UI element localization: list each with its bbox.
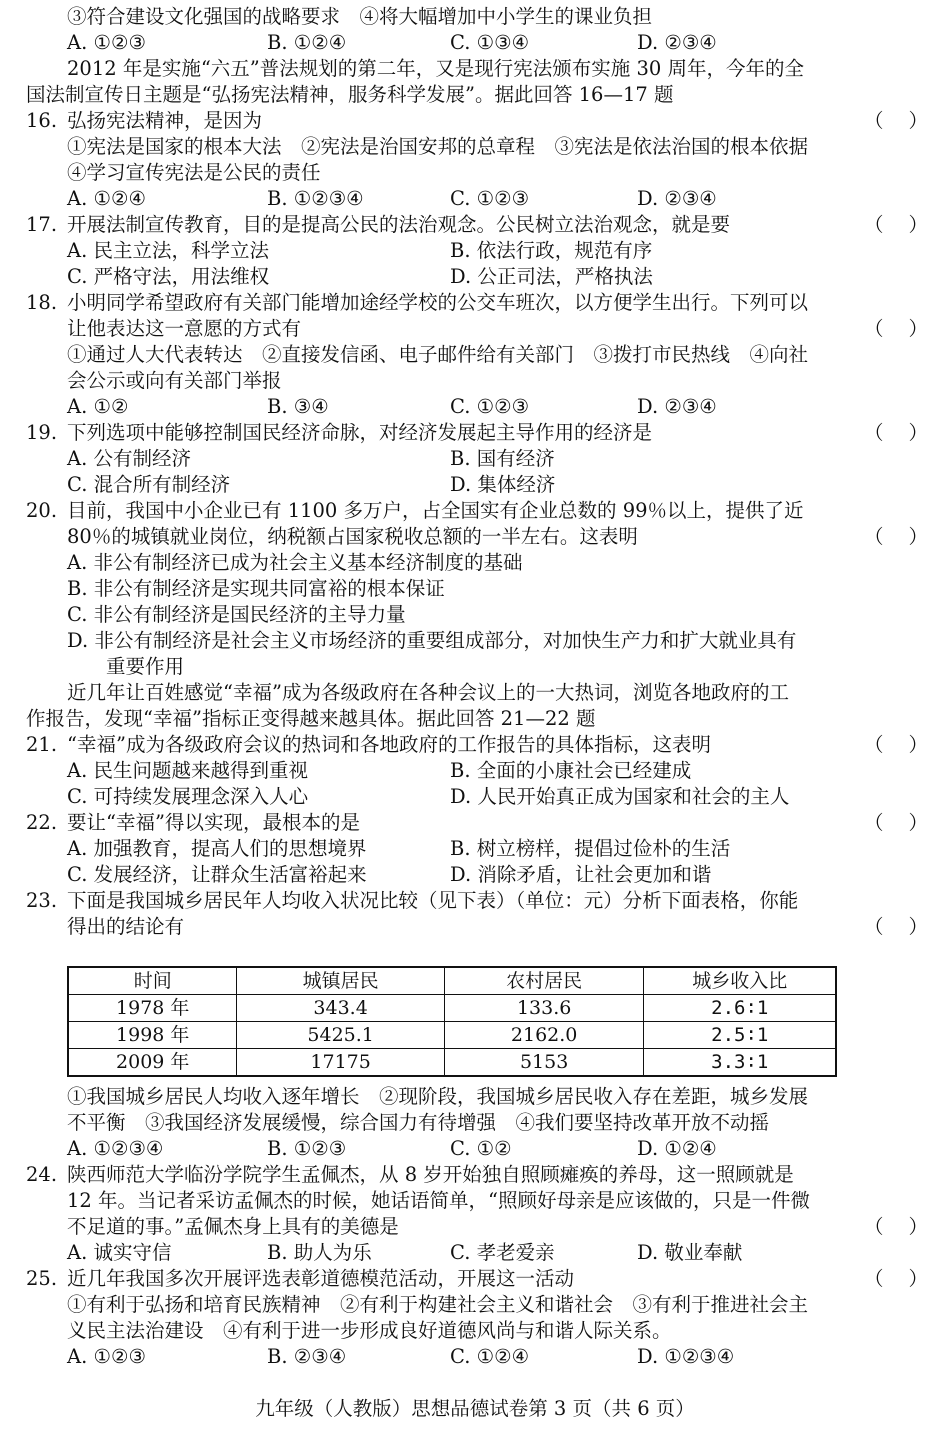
question-23 xyxy=(0,888,950,914)
question-stem: 小明同学希望政府有关部门能增加途经学校的公交车班次，以方便学生出行。下列可以 xyxy=(67,291,809,314)
options-row xyxy=(0,862,950,888)
table-cell: 343.4 xyxy=(237,995,444,1022)
option-d[interactable]: D. 集体经济 xyxy=(450,473,556,496)
option-a[interactable]: A. 公有制经济 xyxy=(67,447,191,470)
table-cell: 1998 年 xyxy=(68,1022,237,1049)
option-d[interactable]: D. 消除矛盾，让社会更加和谐 xyxy=(450,863,712,886)
question-number: 16. xyxy=(26,109,58,132)
option-a[interactable]: A. 民主立法，科学立法 xyxy=(67,239,269,262)
option-c[interactable]: C. ①②④ xyxy=(450,1345,530,1368)
table-cell: 2162.0 xyxy=(444,1022,644,1049)
question-22: 22. 要让“幸福”得以实现，最根本的是 （ ） xyxy=(26,811,928,834)
question-25: 25. 近几年我国多次开展评选表彰道德模范活动，开展这一活动 （ ） xyxy=(26,1267,928,1290)
question-stem: “幸福”成为各级政府会议的热词和各地政府的工作报告的具体指标，这表明 xyxy=(67,733,711,756)
option-c[interactable]: C. 非公有制经济是国民经济的主导力量 xyxy=(67,603,406,626)
question-stem-line: 得出的结论有 （ ） xyxy=(67,915,928,938)
option-c[interactable]: C. ①② xyxy=(450,1137,512,1160)
option-c[interactable]: C. 严格守法，用法维权 xyxy=(67,265,270,288)
question-stem: 开展法制宣传教育，目的是提高公民的法治观念。公民树立法治观念，就是要 xyxy=(67,213,731,236)
question-number: 20. xyxy=(26,499,58,522)
options-row xyxy=(0,1136,950,1162)
statement-line: ④学习宣传宪法是公民的责任 xyxy=(67,161,321,184)
table-header-row xyxy=(68,967,836,995)
option-b[interactable]: B. ①②③④ xyxy=(267,187,364,210)
option-b[interactable]: B. ③④ xyxy=(267,395,329,418)
options-row xyxy=(0,30,950,56)
options-row xyxy=(0,394,950,420)
statement-line: ③符合建设文化强国的战略要求 ④将大幅增加中小学生的课业负担 xyxy=(67,5,653,28)
options-row xyxy=(0,264,950,290)
statement-line: ①有利于弘扬和培育民族精神 ②有利于构建社会主义和谐社会 ③有利于推进社会主 xyxy=(67,1293,809,1316)
question-16: 16. 弘扬宪法精神，是因为 （ ） xyxy=(26,109,928,132)
page-footer: 九年级（人教版）思想品德试卷第 3 页（共 6 页） xyxy=(255,1397,695,1420)
question-stem: 陕西师范大学临汾学院学生孟佩杰，从 8 岁开始独自照顾瘫痪的养母，这一照顾就是 xyxy=(67,1163,794,1186)
question-stem: 得出的结论有 xyxy=(67,915,185,938)
question-20 xyxy=(0,498,950,524)
table-cell: 133.6 xyxy=(444,995,644,1022)
question-number: 17. xyxy=(26,213,58,236)
option-a[interactable]: A. ①②④ xyxy=(67,187,146,210)
options-row xyxy=(0,446,950,472)
options-row xyxy=(0,758,950,784)
question-stem: 80％的城镇就业岗位，纳税额占国家税收总额的一半左右。这表明 xyxy=(67,525,638,548)
question-stem: 不足道的事。”孟佩杰身上具有的美德是 xyxy=(67,1215,399,1238)
option-d[interactable]: D. 公正司法，严格执法 xyxy=(450,265,653,288)
option-d[interactable]: D. ②③④ xyxy=(637,187,717,210)
question-number: 23. xyxy=(26,889,58,912)
option-a[interactable]: A. 诚实守信 xyxy=(67,1241,172,1264)
question-19: 19. 下列选项中能够控制国民经济命脉，对经济发展起主导作用的经济是 （ ） xyxy=(26,421,928,444)
question-stem: 12 年。当记者采访孟佩杰的时候，她话语简单，“照顾好母亲是应该做的，只是一件微 xyxy=(67,1189,810,1212)
options-row xyxy=(0,836,950,862)
option-b[interactable]: B. ①②④ xyxy=(267,31,347,54)
question-17: 17. 开展法制宣传教育，目的是提高公民的法治观念。公民树立法治观念，就是要 （ ） xyxy=(26,213,928,236)
option-b[interactable]: B. ①②③ xyxy=(267,1137,347,1160)
option-d[interactable]: D. ①②④ xyxy=(637,1137,717,1160)
option-d[interactable]: D. ②③④ xyxy=(637,395,717,418)
option-a[interactable]: A. 加强教育，提高人们的思想境界 xyxy=(67,837,367,860)
option-d[interactable]: D. 人民开始真正成为国家和社会的主人 xyxy=(450,785,790,808)
table-cell: 5425.1 xyxy=(237,1022,444,1049)
option-a[interactable]: A. 民生问题越来越得到重视 xyxy=(67,759,308,782)
option-d[interactable]: D. 非公有制经济是社会主义市场经济的重要组成部分，对加快生产力和扩大就业具有 xyxy=(67,629,797,652)
statement-line: ①通过人大代表转达 ②直接发信函、电子邮件给有关部门 ③拨打市民热线 ④向社 xyxy=(67,343,809,366)
statement-line: ①宪法是国家的根本大法 ②宪法是治国安邦的总章程 ③宪法是依法治国的根本依据 xyxy=(67,135,809,158)
question-number: 19. xyxy=(26,421,58,444)
option-c[interactable]: C. 孝老爱亲 xyxy=(450,1241,555,1264)
options-row xyxy=(0,1240,950,1266)
options-row xyxy=(0,472,950,498)
question-stem-line: 让他表达这一意愿的方式有 （ ） xyxy=(67,317,928,340)
table-header: 城乡收入比 xyxy=(644,967,836,995)
question-stem-line: 80％的城镇就业岗位，纳税额占国家税收总额的一半左右。这表明 （ ） xyxy=(67,525,928,548)
question-number: 18. xyxy=(26,291,58,314)
question-stem: 下列选项中能够控制国民经济命脉，对经济发展起主导作用的经济是 xyxy=(67,421,653,444)
statement-line: 会公示或向有关部门举报 xyxy=(67,369,282,392)
option-d-continued: 重要作用 xyxy=(106,655,185,678)
option-b[interactable]: B. 国有经济 xyxy=(450,447,555,470)
table-cell: 2.5∶1 xyxy=(644,1022,836,1049)
question-number: 24. xyxy=(26,1163,58,1186)
material-intro: 2012 年是实施“六五”普法规划的第二年，又是现行宪法颁布实施 30 周年，今年的全 xyxy=(67,57,804,80)
question-18 xyxy=(0,290,950,316)
statement-line: ①我国城乡居民人均收入逐年增长 ②现阶段，我国城乡居民收入存在差距，城乡发展 xyxy=(67,1085,809,1108)
options-row xyxy=(0,238,950,264)
material-intro: 近几年让百姓感觉“幸福”成为各级政府在各种会议上的一大热词，浏览各地政府的工 xyxy=(67,681,789,704)
table-header: 农村居民 xyxy=(444,967,644,995)
option-c[interactable]: C. ①②③ xyxy=(450,395,530,418)
question-21: 21. “幸福”成为各级政府会议的热词和各地政府的工作报告的具体指标，这表明 （ ） xyxy=(26,733,928,756)
question-number: 21. xyxy=(26,733,58,756)
table-header: 时间 xyxy=(68,967,237,995)
option-a[interactable]: A. ①②③④ xyxy=(67,1137,164,1160)
table-cell: 17175 xyxy=(237,1049,444,1077)
statement-line: 义民主法治建设 ④有利于进一步形成良好道德风尚与和谐人际关系。 xyxy=(67,1319,672,1342)
question-24 xyxy=(0,1162,950,1188)
option-b[interactable]: B. 助人为乐 xyxy=(267,1241,372,1264)
option-a[interactable]: A. ①② xyxy=(67,395,129,418)
option-d[interactable]: D. ①②③④ xyxy=(637,1345,735,1368)
statement-line: 不平衡 ③我国经济发展缓慢，综合国力有待增强 ④我们要坚持改革开放不动摇 xyxy=(67,1111,770,1134)
table-cell: 3.3∶1 xyxy=(644,1049,836,1077)
option-a[interactable]: A. ①②③ xyxy=(67,1345,146,1368)
question-stem: 目前，我国中小企业已有 1100 多万户，占全国实有企业总数的 99％以上，提供了近 xyxy=(67,499,804,522)
material-intro: 作报告，发现“幸福”指标正变得越来越具体。据此回答 21—22 题 xyxy=(26,707,596,730)
option-b[interactable]: B. 全面的小康社会已经建成 xyxy=(450,759,692,782)
table-cell: 1978 年 xyxy=(68,995,237,1022)
question-stem: 下面是我国城乡居民年人均收入状况比较（见下表）（单位：元）分析下面表格，你能 xyxy=(67,889,799,912)
question-number: 25. xyxy=(26,1267,58,1290)
options-row xyxy=(0,1344,950,1370)
options-row xyxy=(0,784,950,810)
option-c[interactable]: C. ①②③ xyxy=(450,187,530,210)
table-row xyxy=(68,1022,836,1049)
option-b[interactable]: B. ②③④ xyxy=(267,1345,347,1368)
option-b[interactable]: B. 树立榜样，提倡过俭朴的生活 xyxy=(450,837,731,860)
table-row xyxy=(68,1049,836,1077)
table-cell: 5153 xyxy=(444,1049,644,1077)
question-stem: 弘扬宪法精神，是因为 xyxy=(67,109,263,132)
option-c[interactable]: C. 可持续发展理念深入人心 xyxy=(67,785,309,808)
table-cell: 2009 年 xyxy=(68,1049,237,1077)
material-intro: 国法制宣传日主题是“弘扬宪法精神，服务科学发展”。据此回答 16—17 题 xyxy=(26,83,674,106)
question-stem: 近几年我国多次开展评选表彰道德模范活动，开展这一活动 xyxy=(67,1267,575,1290)
question-number: 22. xyxy=(26,811,58,834)
options-row xyxy=(0,186,950,212)
question-stem: 让他表达这一意愿的方式有 xyxy=(67,317,302,340)
option-d[interactable]: D. 敬业奉献 xyxy=(637,1241,743,1264)
table-header: 城镇居民 xyxy=(237,967,444,995)
option-c[interactable]: C. 混合所有制经济 xyxy=(67,473,231,496)
option-d[interactable]: D. ②③④ xyxy=(637,31,717,54)
option-b[interactable]: B. 非公有制经济是实现共同富裕的根本保证 xyxy=(67,577,445,600)
option-a[interactable]: A. 非公有制经济已成为社会主义基本经济制度的基础 xyxy=(67,551,523,574)
income-table xyxy=(67,966,837,1077)
question-stem-line: 不足道的事。”孟佩杰身上具有的美德是 （ ） xyxy=(67,1215,928,1238)
table-row xyxy=(68,995,836,1022)
option-c[interactable]: C. ①③④ xyxy=(450,31,530,54)
table-cell: 2.6∶1 xyxy=(644,995,836,1022)
option-c[interactable]: C. 发展经济，让群众生活富裕起来 xyxy=(67,863,367,886)
option-a[interactable]: A. ①②③ xyxy=(67,31,146,54)
option-b[interactable]: B. 依法行政，规范有序 xyxy=(450,239,653,262)
question-stem: 要让“幸福”得以实现，最根本的是 xyxy=(67,811,360,834)
